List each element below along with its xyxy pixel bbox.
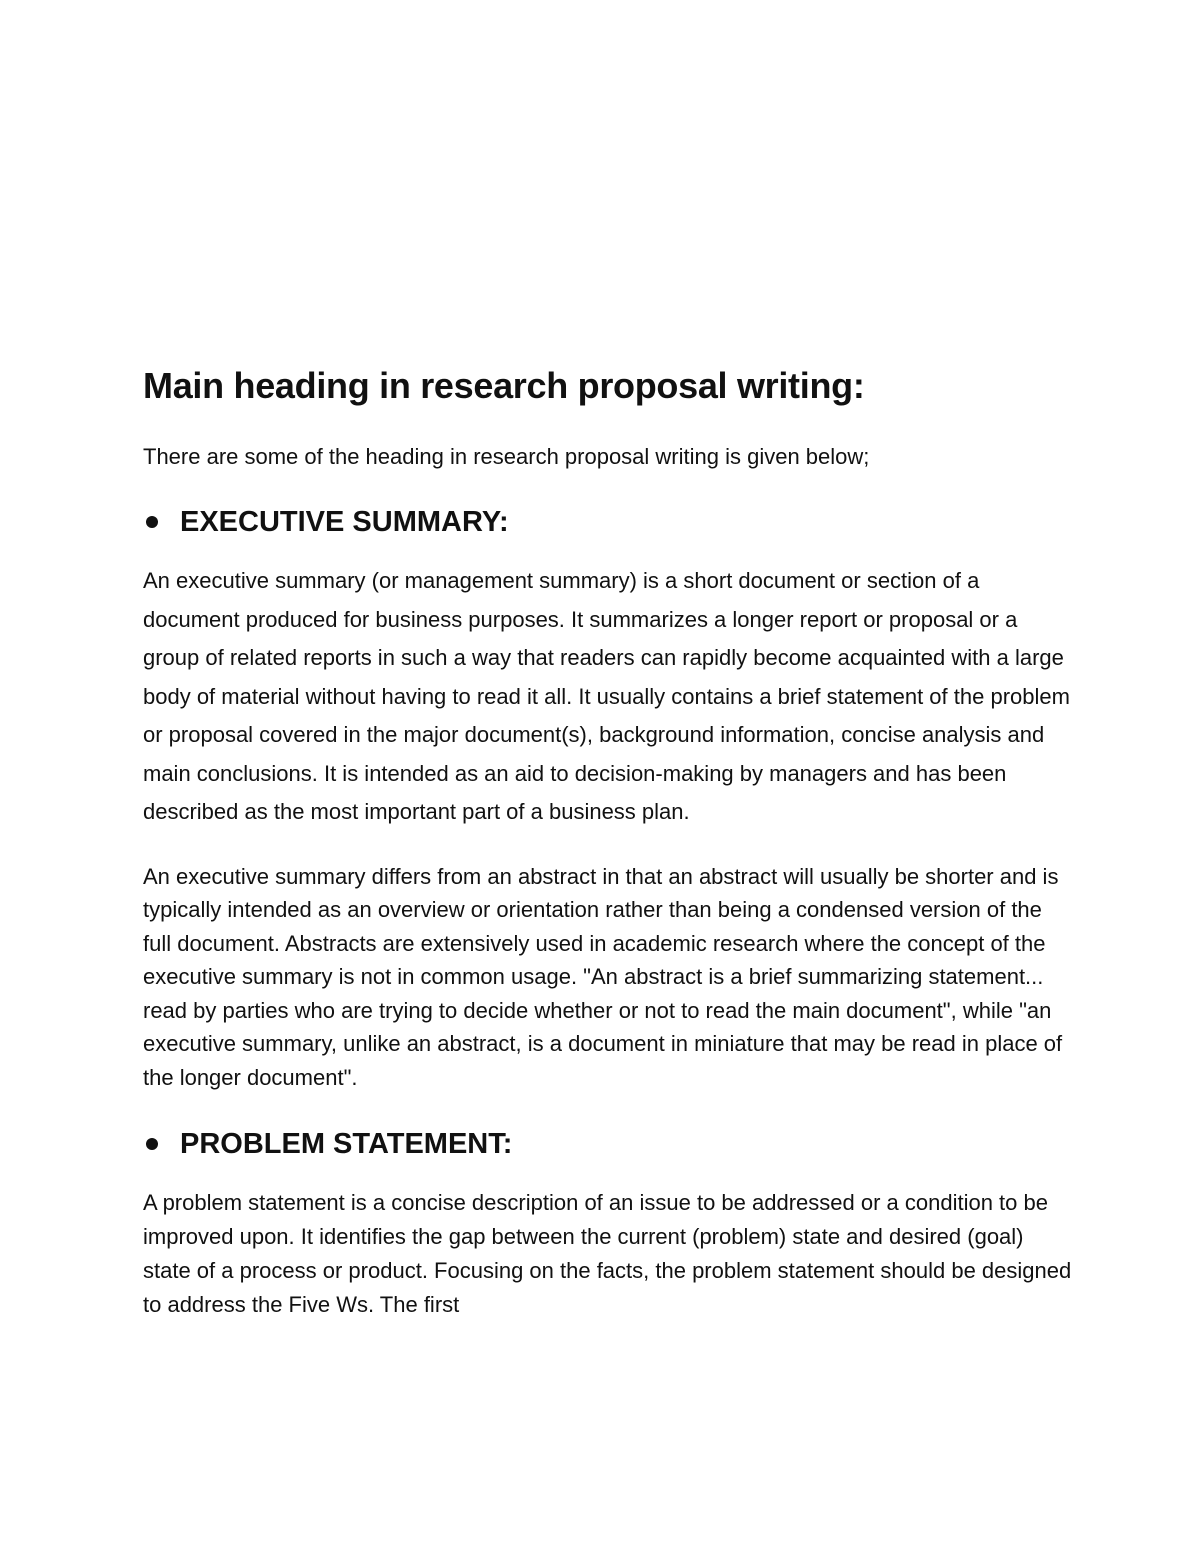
problem-statement-paragraph-1: A problem statement is a concise description of an issue to be addressed or a condition to be improved upon. It identifies the gap between the current (problem) state and desired (goal) state of a process or product. Focusing on the facts, the problem statement should be designed to address the Five Ws. The first (143, 1190, 1072, 1317)
executive-summary-paragraph-2: An executive summary differs from an abstract in that an abstract will usually be shorter and is typically intended as an overview or orientation rather than being a condensed version of the full document. Abstracts are extensively used in academic research where the concept of the executive summary is not in common usage. "An abstract is a brief summarizing statement... read by parties who are trying to decide whether or not to read the main document", while "an executive summary, unlike an abstract, is a document in miniature that may be read in place of the longer document". (143, 863, 1063, 1090)
section-heading-label: EXECUTIVE SUMMARY: (180, 506, 509, 538)
page-title: Main heading in research proposal writing: (143, 365, 865, 406)
section-heading-executive-summary (143, 502, 1073, 542)
section-heading-label: PROBLEM STATEMENT: (180, 1128, 513, 1160)
bullet-icon (146, 516, 158, 528)
section-heading-problem-statement (143, 1124, 1073, 1164)
executive-summary-paragraph-1: An executive summary (or management summary) is a short document or section of a document produced for business purposes. It summarizes a longer report or proposal or a group of related reports in such a way that readers can rapidly become acquainted with a large body of material without having to read it all. It usually contains a brief statement of the problem or proposal covered in the major document(s), background information, concise analysis and main conclusions. It is intended as an aid to decision-making by managers and has been described as the most important part of a business plan. (143, 568, 1070, 824)
bullet-icon (146, 1138, 158, 1150)
intro-paragraph: There are some of the heading in research proposal writing is given below; (143, 444, 870, 469)
document-body (143, 362, 1073, 1322)
